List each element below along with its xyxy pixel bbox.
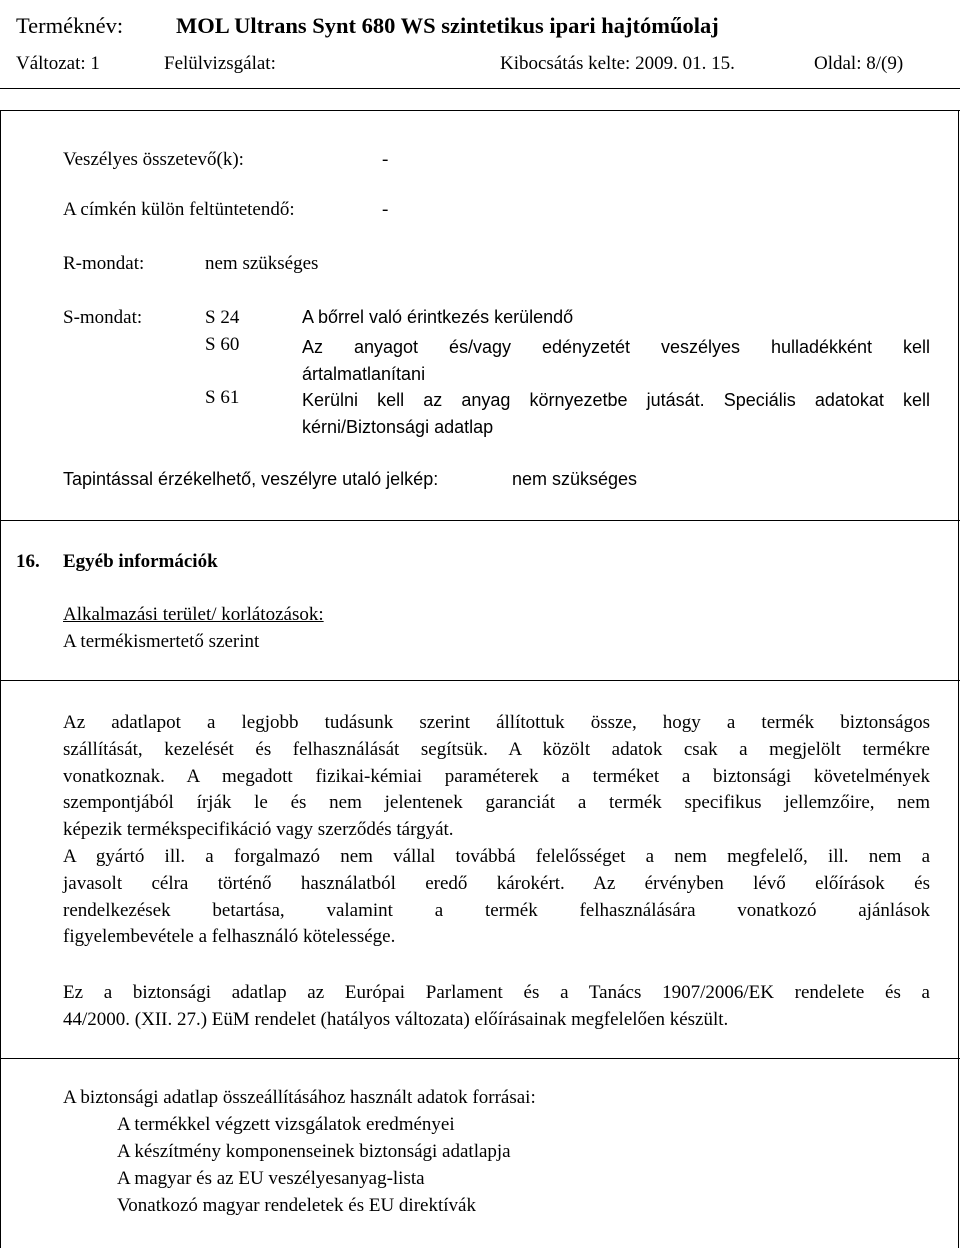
s-phrase-text — [302, 307, 930, 328]
paragraph-line: Az adatlapot a legjobb tudásunk szerint állítottuk össze, hogy a termék biztonságos — [63, 712, 930, 733]
tactile-value: nem szükséges — [512, 469, 638, 489]
paragraph-line: szempontjából írják le és nem jelentenek garanciát a termék specifikus jellemzőire, nem — [63, 792, 930, 814]
source-item: A termékkel végzett vizsgálatok eredményei — [117, 1114, 455, 1135]
s-phrase-line: Kerülni kell az anyag környezetbe jutását. Speciális adatokat kell — [302, 390, 930, 410]
r-phrase-label: R-mondat: — [63, 253, 145, 274]
paragraph-line: Ez a biztonsági adatlap az Európai Parlament és a Tanács 1907/2006/EK rendelete és a — [63, 982, 930, 1003]
regulation-paragraph — [63, 980, 930, 1034]
disclaimer-paragraph — [63, 710, 930, 951]
section-divider-3 — [0, 1058, 960, 1059]
left-border — [0, 110, 1, 1248]
s-phrase-line: Az anyagot és/vagy edényzetét veszélyes hulladékként kell — [302, 337, 930, 357]
s-phrase-line: ártalmatlanítani — [302, 363, 426, 384]
s-phrase-code: S 61 — [205, 387, 240, 408]
s-phrase-line: kérni/Biztonsági adatlap — [302, 416, 494, 437]
product-label: Terméknév: — [16, 13, 124, 38]
sources-title: A biztonsági adatlap összeállításához használt adatok forrásai: — [63, 1087, 536, 1108]
paragraph-line: rendelkezések betartása, valamint a termék felhasználására vonatkozó ajánlások — [63, 899, 930, 921]
s-phrase-label: S-mondat: — [63, 307, 143, 328]
page-number: Oldal: 8/(9) — [814, 53, 904, 74]
label-separately-value: - — [382, 199, 389, 220]
s-phrase-code: S 24 — [205, 307, 240, 328]
paragraph-line: javasolt célra történő használatból eredő károkért. Az érvényben lévő előírások és — [63, 872, 930, 894]
paragraph-line: vonatkoznak. A megadott fizikai-kémiai paraméterek a terméket a biztonsági követelmények — [63, 765, 930, 787]
r-phrase-value: nem szükséges — [205, 253, 319, 274]
dangerous-components-value: - — [382, 149, 389, 170]
s-phrase-code: S 60 — [205, 334, 240, 355]
source-item: A készítmény komponenseinek biztonsági adatlapja — [117, 1141, 511, 1162]
paragraph-line: A gyártó ill. a forgalmazó nem vállal továbbá felelősséget a nem megfelelő, ill. nem a — [63, 845, 930, 867]
paragraph-line: 44/2000. (XII. 27.) EüM rendelet (hatályos változata) előírásainak megfelelően készült. — [63, 1008, 729, 1030]
issue-date: Kibocsátás kelte: 2009. 01. 15. — [500, 53, 735, 74]
source-item: Vonatkozó magyar rendeletek és EU direktívák — [117, 1195, 476, 1216]
application-label: Alkalmazási terület/ korlátozások: — [63, 604, 324, 625]
paragraph-line: képezik termékspecifikáció vagy szerződés tárgyát. — [63, 819, 454, 841]
paragraph-line: szállítását, kezelését és felhasználását segítsük. A közölt adatok csak a megjelölt termékre — [63, 738, 930, 760]
application-value: A termékismertető szerint — [63, 631, 260, 652]
section-title: Egyéb információk — [63, 551, 218, 572]
label-separately-label: A címkén külön feltüntetendő: — [63, 199, 295, 220]
dangerous-components-label: Veszélyes összetevő(k): — [63, 149, 244, 170]
tactile-label: Tapintással érzékelhető, veszélyre utaló jelkép: — [63, 469, 439, 489]
version-label: Változat: 1 — [16, 53, 100, 74]
review-label: Felülvizsgálat: — [164, 53, 276, 74]
s-phrase-line: A bőrrel való érintkezés kerülendő — [302, 307, 574, 327]
s-phrase-text — [302, 334, 930, 387]
source-item: A magyar és az EU veszélyesanyag-lista — [117, 1168, 425, 1189]
content-top-border — [0, 110, 960, 111]
right-border — [958, 110, 959, 1248]
s-phrase-text — [302, 387, 930, 440]
header-divider — [0, 88, 960, 89]
section-divider-1 — [0, 520, 960, 521]
product-name: MOL Ultrans Synt 680 WS szintetikus ipari hajtóműolaj — [176, 13, 719, 38]
section-divider-2 — [0, 680, 960, 681]
section-number: 16. — [16, 551, 40, 572]
paragraph-line: figyelembevétele a felhasználó kötelessége. — [63, 926, 396, 948]
